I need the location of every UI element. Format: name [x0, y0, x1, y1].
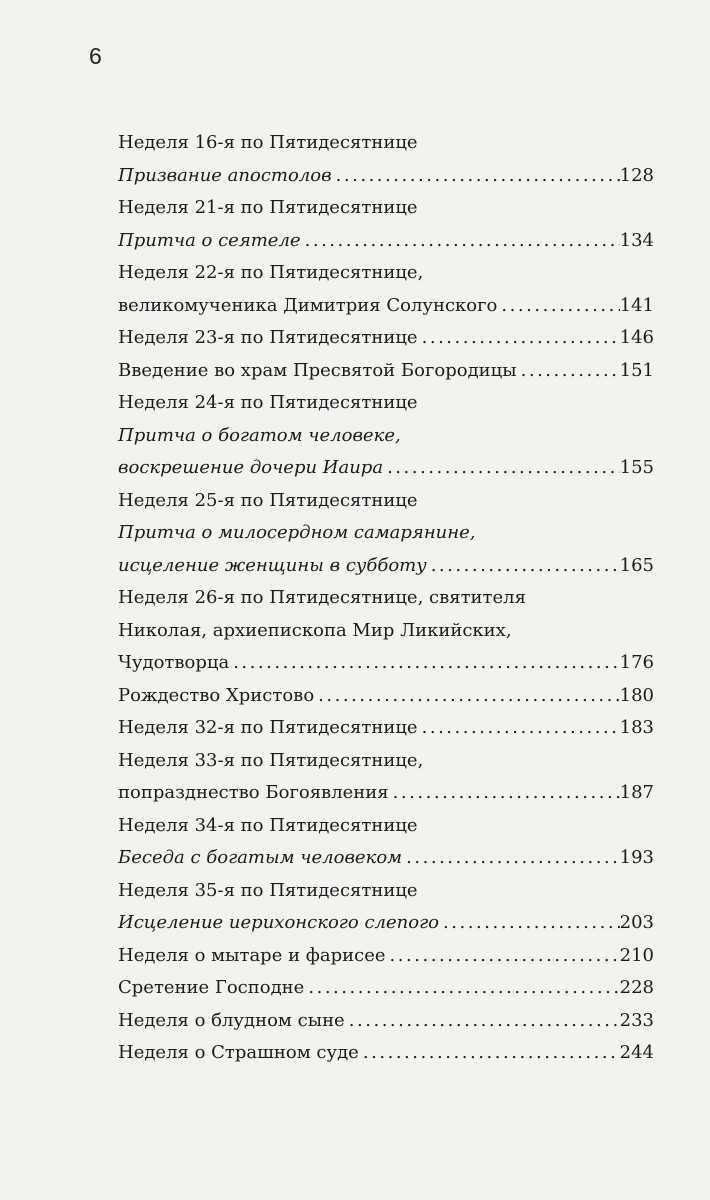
- toc-entry-title: Притча о милосердном самарянине,: [118, 522, 476, 543]
- toc-entry-title: Неделя о блудном сыне: [118, 1009, 345, 1031]
- toc-entry-title: Чудотворца: [118, 652, 230, 673]
- toc-entry-title: Неделя 32-я по Пятидесятнице: [118, 717, 418, 738]
- toc-entry: [118, 745, 654, 778]
- toc-entry-page: 187: [619, 782, 654, 803]
- toc-leader-dots: [229, 647, 619, 680]
- toc-entry[interactable]: [118, 1037, 654, 1070]
- toc-entry-title: великомученика Димитрия Солунского: [118, 294, 498, 316]
- toc-leader-dots: [427, 550, 620, 583]
- toc-entry: [118, 387, 654, 420]
- toc-entry[interactable]: [118, 647, 654, 680]
- toc-entry: [118, 192, 654, 225]
- toc-entry-title: Неделя 26-я по Пятидесятнице, святителя: [118, 587, 526, 608]
- toc-entry[interactable]: [118, 940, 654, 973]
- toc-entry: [118, 517, 654, 550]
- toc-entry-title: Неделя 16-я по Пятидесятнице: [118, 132, 418, 153]
- toc-entry-title: Призвание апостолов: [118, 164, 332, 186]
- toc-leader-dots: [418, 712, 620, 745]
- page-number: 6: [89, 43, 102, 69]
- toc-entry-title: Притча о богатом человеке,: [118, 424, 401, 446]
- toc-entry-title: попразднество Богоявления: [118, 782, 389, 803]
- toc-leader-dots: [517, 355, 620, 388]
- toc-entry-title: Неделя 34-я по Пятидесятнице: [118, 814, 418, 836]
- toc-entry: [118, 615, 654, 648]
- toc-leader-dots: [497, 290, 619, 323]
- toc-entry[interactable]: [118, 1005, 654, 1038]
- toc-entry-title: Введение во храм Пресвятой Богородицы: [118, 359, 517, 381]
- toc-entry-page: 134: [619, 229, 654, 251]
- toc-entry: [118, 127, 654, 160]
- toc-entry-title: Беседа с богатым человеком: [118, 847, 403, 868]
- toc-entry-title: Исцеление иерихонского слепого: [118, 912, 440, 933]
- toc-leader-dots: [386, 940, 620, 973]
- toc-entry-page: 180: [619, 684, 654, 706]
- toc-entry[interactable]: [118, 680, 654, 713]
- toc-entry[interactable]: [118, 290, 654, 323]
- toc-entry-page: 165: [619, 554, 654, 576]
- toc-leader-dots: [402, 842, 620, 875]
- toc-entry-title: Неделя 35-я по Пятидесятнице: [118, 879, 418, 901]
- toc-leader-dots: [314, 680, 619, 713]
- toc-entry-page: 128: [619, 164, 654, 186]
- toc-entry-page: 141: [619, 294, 654, 316]
- toc-entry-page: 183: [619, 717, 654, 738]
- toc-entry: [118, 485, 654, 518]
- toc-entry-title: Неделя 24-я по Пятидесятнице: [118, 392, 418, 413]
- toc-entry-title: Неделя о Страшном суде: [118, 1042, 359, 1063]
- toc-entry-title: Неделя о мытаре и фарисее: [118, 944, 386, 966]
- toc-entry-title: воскрешение дочери Иаира: [118, 457, 384, 478]
- toc-entry-page: 228: [619, 977, 654, 998]
- toc-entry: [118, 875, 654, 908]
- toc-leader-dots: [439, 907, 620, 940]
- toc-entry[interactable]: [118, 160, 654, 193]
- toc-entry-page: 210: [619, 944, 654, 966]
- toc-entry-title: Неделя 21-я по Пятидесятнице: [118, 197, 418, 218]
- toc-entry-title: Николая, архиепископа Мир Ликийских,: [118, 619, 512, 641]
- toc-entry-title: Притча о сеятеле: [118, 229, 301, 251]
- toc-entry: [118, 257, 654, 290]
- toc-entry-page: 146: [619, 327, 654, 348]
- toc-leader-dots: [301, 225, 620, 258]
- toc-leader-dots: [359, 1037, 620, 1070]
- toc-leader-dots: [332, 160, 620, 193]
- toc-entry[interactable]: [118, 842, 654, 875]
- toc-entry-page: 193: [619, 847, 654, 868]
- toc-leader-dots: [304, 972, 619, 1005]
- toc-leader-dots: [345, 1005, 620, 1038]
- toc-entry-page: 233: [619, 1009, 654, 1031]
- toc-entry-page: 203: [619, 912, 654, 933]
- toc-entry-page: 151: [619, 359, 654, 381]
- toc-entry[interactable]: [118, 550, 654, 583]
- toc-entry[interactable]: [118, 712, 654, 745]
- toc-entry[interactable]: [118, 355, 654, 388]
- toc-leader-dots: [389, 777, 620, 810]
- toc-entry-title: исцеление женщины в субботу: [118, 554, 427, 576]
- toc-leader-dots: [418, 322, 620, 355]
- toc-entry: [118, 810, 654, 843]
- toc-entry-title: Неделя 33-я по Пятидесятнице,: [118, 749, 424, 771]
- toc-entry-page: 176: [619, 652, 654, 673]
- toc-entry-title: Неделя 23-я по Пятидесятнице: [118, 327, 418, 348]
- toc-entry: [118, 582, 654, 615]
- table-of-contents: [118, 127, 654, 1070]
- toc-entry-title: Сретение Господне: [118, 977, 305, 998]
- toc-entry[interactable]: [118, 907, 654, 940]
- toc-entry-title: Неделя 25-я по Пятидесятнице: [118, 489, 418, 511]
- toc-entry[interactable]: [118, 972, 654, 1005]
- toc-entry-title: Неделя 22-я по Пятидесятнице,: [118, 262, 424, 283]
- toc-entry[interactable]: [118, 452, 654, 485]
- toc-entry-title: Рождество Христово: [118, 684, 315, 706]
- toc-entry[interactable]: [118, 322, 654, 355]
- toc-entry[interactable]: [118, 225, 654, 258]
- toc-entry-page: 244: [619, 1042, 654, 1063]
- toc-entry: [118, 420, 654, 453]
- toc-leader-dots: [383, 452, 620, 485]
- toc-entry-page: 155: [619, 457, 654, 478]
- toc-entry[interactable]: [118, 777, 654, 810]
